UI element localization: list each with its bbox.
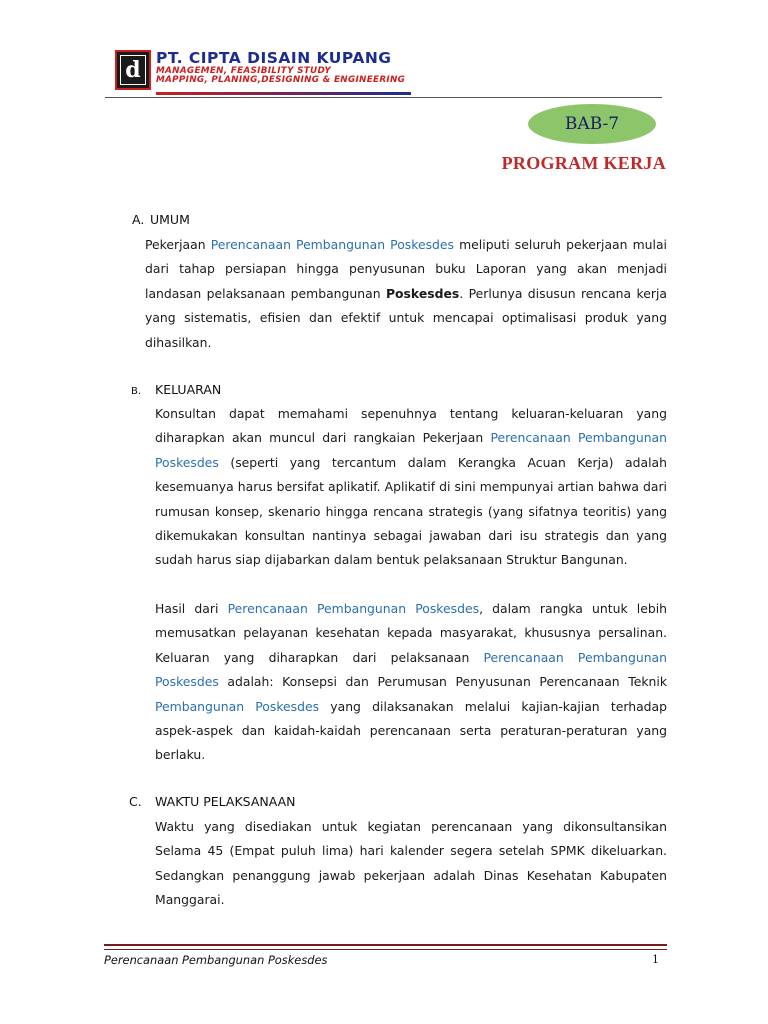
footer-divider [104,944,667,950]
text-run: meliputi seluruh pekerjaan mulai dari tahap persiapan hingga penyusunan buku Laporan yang akan menjadi landasan pelaksanaan pembangunan [145,237,667,301]
text-run: , dalam rangka untuk lebih memusatkan pelayanan kesehatan kepada masyarakat, khususnya persalinan. Keluaran yang diharapkan dari pelaksanaan [155,601,668,665]
logo-tagline-2: MAPPING, PLANING,DESIGNING & ENGINEERING [156,75,406,85]
section-b-heading [131,382,221,397]
text-run: Pekerjaan [145,237,211,252]
section-c-heading [129,794,296,809]
text-run: . Perlunya disusun rencana kerja yang sistematis, efisien dan efektif untuk mencapai optimalisasi produk yang dihasilkan. [145,285,667,350]
text-run: adalah: Konsepsi dan Perumusan Penyusunan Perencanaan Teknik [218,674,667,690]
section-a-title: UMUM [150,212,190,227]
page-number: 1 [652,953,659,966]
logo-glyph: d [120,55,146,85]
highlight-text: Perencanaan Pembangunan Poskesdes [227,601,480,616]
logo-underline [156,92,411,95]
section-b-title: KELUARAN [155,382,222,397]
chapter-title: PROGRAM KERJA [501,153,666,173]
logo-emblem [115,50,151,90]
header-divider [105,97,662,98]
highlight-text: Perencanaan Pembangunan Poskesdes [210,237,455,252]
highlight-text: Perencanaan Pembangunan Poskesdes [155,649,667,690]
footer-title: Perencanaan Pembangunan Poskesdes [104,953,328,967]
section-a-number: A. [132,212,145,227]
bold-text: Poskesdes [385,285,460,301]
text-run: yang dilaksanakan melalui kajian-kajian terhadap aspek-aspek dan kaidah-kaidah perencanaan serta peraturan-peraturan yang berlaku. [155,698,667,763]
chapter-badge-label: BAB-7 [564,114,620,134]
section-b-paragraph-2 [155,597,667,768]
logo-company-name: PT. CIPTA DISAIN KUPANG [156,49,392,67]
section-a-heading [132,212,190,227]
text-run: Waktu yang disediakan untuk kegiatan perencanaan yang dikonsultansikan Selama 45 (Empat puluh lima) hari kalender segera setelah SPMK dikeluarkan. Sedangkan penanggung jawab pekerjaan adalah Dinas Kesehatan Kabupaten Manggarai. [155,819,667,908]
section-b-number: B. [131,386,142,397]
chapter-badge [528,104,656,144]
text-run: (seperti yang tercantum dalam Kerangka Acuan Kerja) adalah kesemuanya harus bersifat aplikatif. Aplikatif di sini mempunyai artian bahwa dari rumusan konsep, skenario hingga rencana strategis (yang sifatnya teoritis) yang dikemukakan konsultan nantinya sebagai jawaban dari isu strategis dan yang sudah harus siap dijabarkan dalam bentuk pelaksanaan Struktur Bangunan. [155,454,667,568]
section-c-title: WAKTU PELAKSANAAN [155,794,296,809]
section-b-paragraph-1 [155,402,667,573]
company-logo [115,50,411,96]
section-a-paragraph [145,233,667,355]
section-c-paragraph [155,815,667,913]
text-run: Hasil dari [155,601,228,616]
logo-tagline-1: MANAGEMEN, FEASIBILITY STUDY [156,66,332,76]
highlight-text: Perencanaan Pembangunan Poskesdes [155,430,667,470]
highlight-text: Pembangunan Poskesdes [155,698,320,714]
section-c-number: C. [129,794,142,809]
text-run: Konsultan dapat memahami sepenuhnya tentang keluaran-keluaran yang diharapkan akan muncul dari rangkaian Pekerjaan [155,406,667,446]
